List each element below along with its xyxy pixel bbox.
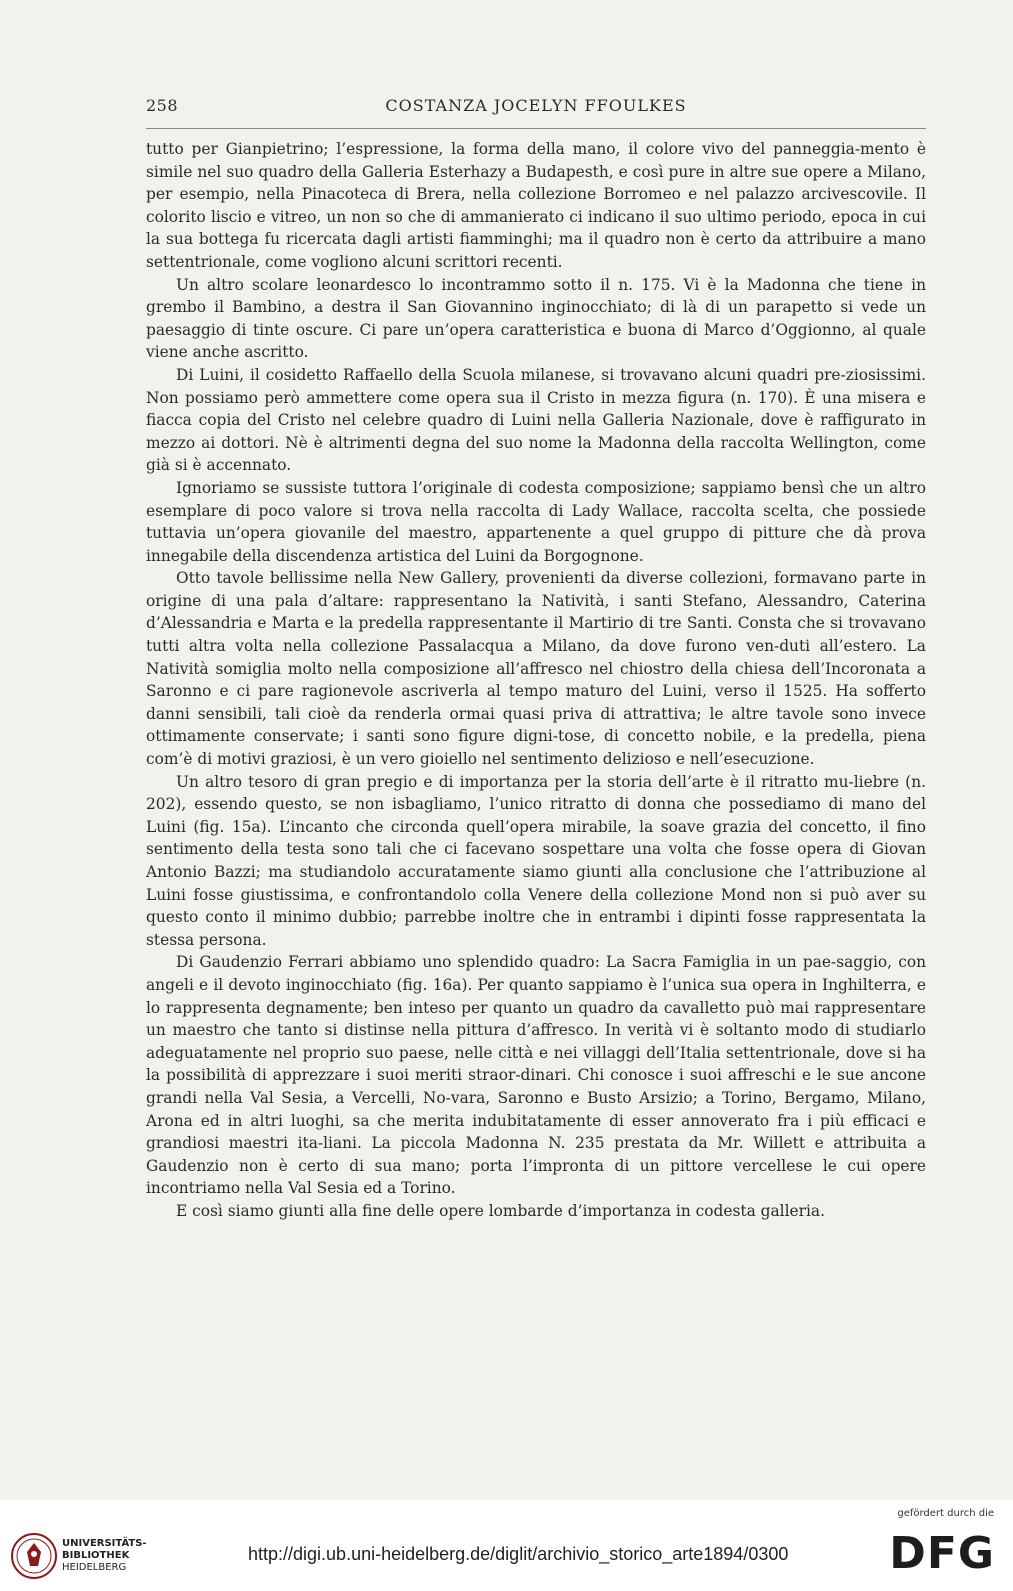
funded-by-label: gefördert durch die [897, 1508, 994, 1519]
paragraph-2: Un altro scolare leonardesco lo incontrammo sotto il n. 175. Vi è la Madonna che tiene in grembo il Bambino, a destra il San Giovannino inginocchiato; di là di un parapetto si vede un paesaggio di tinte oscure. Ci pare un’opera caratteristica e buona di Marco d’Oggionno, al quale viene anche ascritto. [146, 275, 926, 362]
paragraph-6: Un altro tesoro di gran pregio e di importanza per la storia dell’arte è il ritratto mu-liebre (n. 202), essendo questo, se non isbagliamo, l’unico ritratto di donna che possediamo di mano del Luini (fig. 15a). L’incanto che circonda quell’opera mirabile, la soave grazia del concetto, il fino sentimento della testa sono tali che ci facevano sospettare una volta che fosse opera di Giovan Antonio Bazzi; ma studiandolo accuratamente siamo giunti alla conclusione che l’attribuzione al Luini fosse giustissima, e confrontandolo colla Venere della collezione Mond non si può aver su questo conto il minimo dubbio; parrebbe inoltre che in entrambi i dipinti fosse rappresentata la stessa persona. [146, 772, 926, 949]
body-text [146, 138, 926, 1223]
paragraph-8: E così siamo giunti alla fine delle opere lombarde d’importanza in codesta galleria. [176, 1201, 825, 1220]
institution-line-3: HEIDELBERG [62, 1562, 127, 1573]
paragraph-4: Ignoriamo se sussiste tuttora l’originale di codesta composizione; sappiamo bensì che un altro esemplare di poco valore si trova nella raccolta di Lady Wallace, raccolta scelta, che possiede tuttavia un’opera giovanile del maestro, appartenente a quel gruppo di pitture che dà prova innegabile della discendenza artistica del Luini da Borgognone. [146, 478, 926, 565]
source-url-link[interactable]: http://digi.ub.uni-heidelberg.de/diglit/archivio_storico_arte1894/0300 [248, 1544, 789, 1564]
paragraph-7: Di Gaudenzio Ferrari abbiamo uno splendido quadro: La Sacra Famiglia in un pae-saggio, con angeli e il devoto inginocchiato (fig. 16a). Per quanto sappiamo è l’unica sua opera in Inghilterra, e lo rappresenta degnamente; ben inteso per quanto un quadro da cavalletto può mai rappresentare un maestro che tanto si distinse nella pittura d’affresco. In verità vi è soltanto modo di studiarlo adeguatamente nel proprio suo paese, nelle città e nei villaggi dell’Italia settentrionale, dove si ha la possibilità di apprezzare i suoi meriti straor-dinari. Chi conosce i suoi affreschi e le sue ancone grandi nella Val Sesia, a Vercelli, No-vara, Saronno e Busto Arsizio; a Torino, Bergamo, Milano, Arona ed in altri luoghi, sa che merita indubitatamente di esser annoverato fra i più efficaci e grandiosi maestri ita-liani. La piccola Madonna N. 235 prestata da Mr. Willett e attribuita a Gaudenzio non è certo di sua mano; porta l’impronta di un pittore vercellese le cui opere incontriamo nella Val Sesia ed a Torino. [146, 953, 926, 1198]
paragraph-3: Di Luini, il cosidetto Raffaello della Scuola milanese, si trovavano alcuni quadri pre-ziosissimi. Non possiamo però ammettere come opera sua il Cristo in mezza figura (n. 170). È una misera e fiacca copia del Cristo nel celebre quadro di Luini nella Galleria Nazionale, dove è raffigurato in mezzo ai dottori. Nè è altrimenti degna del suo nome la Madonna della raccolta Wellington, come già si è accennato. [146, 365, 926, 475]
running-title: COSTANZA JOCELYN FFOULKES [385, 96, 687, 115]
institution-name [62, 1538, 147, 1574]
university-seal-icon [10, 1532, 58, 1580]
footer-band [0, 1500, 1013, 1591]
header-rule [146, 128, 926, 129]
page-header [146, 96, 926, 120]
institution-line-2: BIBLIOTHEK [62, 1550, 130, 1561]
paragraph-1: tutto per Gianpietrino; l’espressione, la forma della mano, il colore vivo del panneggia-mento è simile nel suo quadro della Galleria Esterhazy a Budapesth, e così pure in altre sue opere a Milano, per esempio, nella Pinacoteca di Brera, nella collezione Borromeo e nel palazzo arcivescovile. Il colorito liscio e vitreo, un non so che di ammanierato ci indicano il suo ultimo periodo, epoca in cui la sua bottega fu ricercata dagli artisti fiamminghi; ma il quadro non è certo da attribuire a mano settentrionale, come vogliono alcuni scrittori recenti. [146, 140, 926, 271]
institution-line-1: UNIVERSITÄTS- [62, 1538, 147, 1549]
dfg-logo: DFG [889, 1528, 995, 1579]
page-number: 258 [146, 96, 179, 115]
paragraph-5: Otto tavole bellissime nella New Gallery, provenienti da diverse collezioni, formavano parte in origine di una pala d’altare: rappresentano la Natività, i santi Stefano, Alessandro, Caterina d’Alessandria e Marta e la predella rappresentante il Martirio di tre Santi. Consta che si trovavano tutti altra volta nella collezione Passalacqua a Milano, da dove furono ven-duti all’estero. La Natività somiglia molto nella composizione all’affresco nel chiostro della chiesa dell’Incoronata a Saronno e ci pare ragionevole ascriverla al tempo maturo del Luini, verso il 1525. Ha sofferto danni sensibili, tali cioè da renderla ormai quasi priva di attrattiva; le altre tavole sono invece ottimamente conservate; i santi sono figure digni-tose, di concetto nobile, e la predella, piena com’è di motivi graziosi, è un vero gioiello nel sentimento delizioso e nell’esecuzione. [146, 569, 926, 769]
